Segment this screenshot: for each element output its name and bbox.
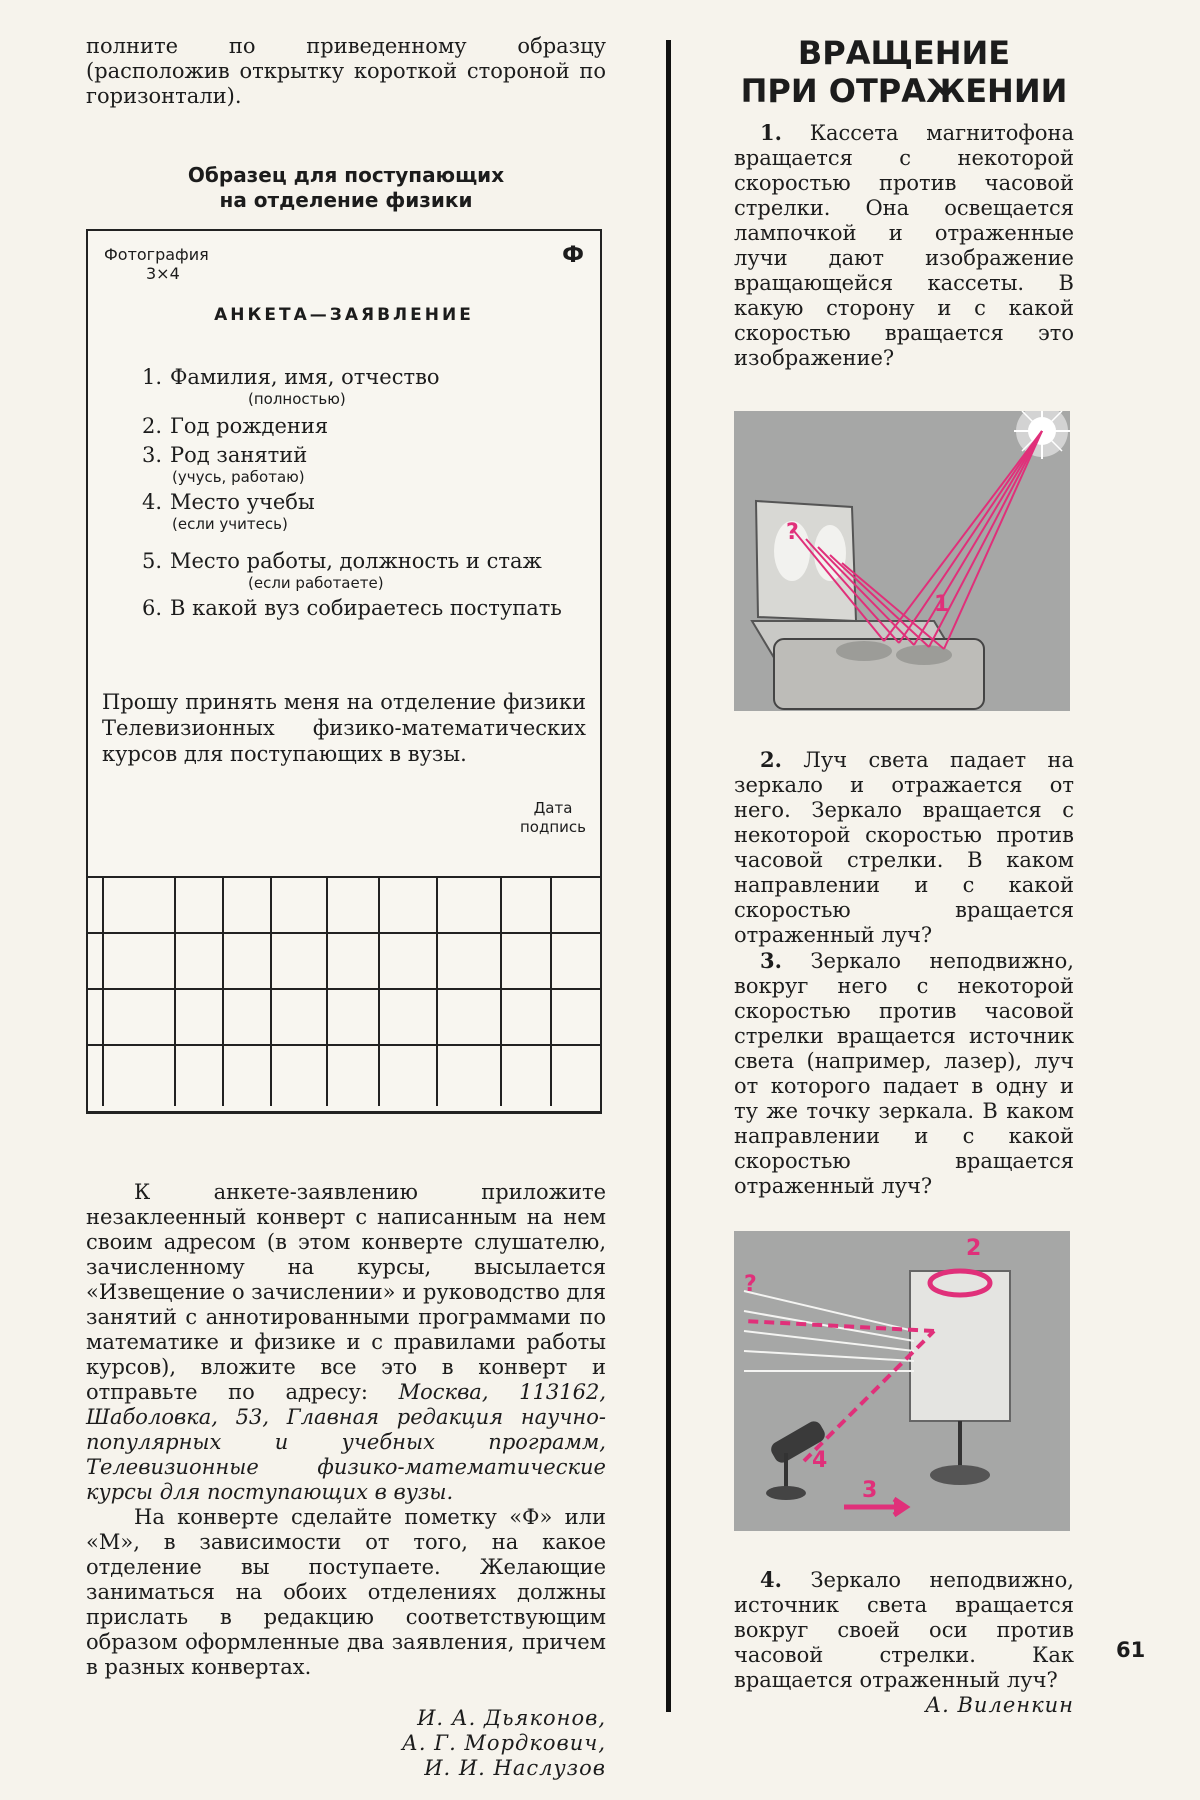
form-item-text: Место учебы [170,490,315,514]
instructions-text: К анкете-заявлению приложите незаклеенный конверт с написанным на нем своим адресом (в этом конверте слушателю, зачисленному на курсы, высылается «Извещение о зачислении» и руководство для занятий с аннотированными программами по математике и физике и с правилами работы курсов), вложите все это в конверт и отправьте по адресу: [86,1180,606,1404]
form-item-note: (полностью) [248,390,346,408]
form-item-num: 5. [142,549,163,573]
form-item [142,490,582,533]
form-item-note: (если работаете) [248,574,384,592]
fig1-label-1: 1 [934,592,950,617]
authors [86,1706,606,1781]
problem-text: Зеркало неподвижно, вокруг него с некоторой скоростью против часовой стрелки вращается источник света (например, лазер), луч от которого падает в одну и ту же точку зеркала. В каком направлении и с какой скоростью вращается отраженный луч? [734,949,1074,1198]
problem-3 [734,948,1074,1199]
page-number: 61 [1116,1638,1146,1662]
submission-instructions [86,1180,606,1680]
grid-line [88,1044,600,1046]
problem-number: 4. [760,1567,782,1592]
problem-text: Кассета магнитофона вращается с некоторой скоростью против часовой стрелки. Она освещается лампочкой и отраженные лучи дают изображение вращающейся кассеты. В какую сторону и с какой скоростью вращается это изображение? [734,121,1074,370]
photo-label-text: Фотография [104,245,209,264]
fig2-label-2: 2 [966,1236,982,1261]
grid-line [88,988,600,990]
grid-line [174,876,176,1106]
form-item [142,414,582,439]
instructions-paragraph-1 [86,1180,606,1505]
grid-line [270,876,272,1106]
fig1-question-mark: ? [786,520,799,545]
author-name: И. И. Наслузов [424,1756,606,1780]
photo-size: 3×4 [146,264,180,283]
grid-line [500,876,502,1106]
form-item-text: Род занятий [170,443,308,467]
form-item-num: 3. [142,443,163,467]
instructions-paragraph-2: На конверте сделайте пометку «Ф» или «М», в зависимости от того, на какое отделение вы поступаете. Желающие заниматься на обоих отделениях должны прислать в редакцию соответствующим образом оформленные два заявления, причем в разных конвертах. [86,1505,606,1679]
form-item [142,365,582,408]
form-item-text: Год рождения [170,414,329,438]
sample-heading-line2: на отделение физики [219,188,473,212]
grid-line [222,876,224,1106]
problem-number: 1. [760,120,782,145]
column-divider [666,40,671,1712]
form-title: АНКЕТА—ЗАЯВЛЕНИЕ [214,305,474,325]
fig2-question-mark: ? [744,1272,757,1297]
mirror-laser-illustration [734,1231,1070,1531]
author-name: И. А. Дьяконов, [417,1706,606,1730]
article-signature: А. Виленкин [925,1693,1074,1717]
author-name: А. Г. Мордкович, [401,1731,606,1755]
form-item-text: В какой вуз собираетесь поступать [170,596,562,620]
sample-heading [86,163,606,213]
grid-line [436,876,438,1106]
form-item-text: Место работы, должность и стаж [170,549,542,573]
fig2-label-4: 4 [812,1448,828,1473]
article-title-line1: ВРАЩЕНИЕ [797,34,1011,72]
photo-label [104,245,209,283]
fig2-label-3: 3 [862,1478,878,1503]
form-item-num: 6. [142,596,163,620]
application-form [86,229,602,1114]
grid-line [102,876,104,1106]
problem-text: Зеркало неподвижно, источник света вращается вокруг своей оси против часовой стрелки. Как вращается отраженный луч? [734,1568,1074,1692]
form-item-num: 4. [142,490,163,514]
grid-line [378,876,380,1106]
article-title-line2: ПРИ ОТРАЖЕНИИ [740,72,1068,110]
intro-text: полните по приведенному образцу (расположив открытку короткой стороной по горизонтали). [86,34,606,108]
date-signature [520,799,586,837]
form-request: Прошу принять меня на отделение физики Телевизионных физико-математических курсов для поступающих в вузы. [102,690,586,766]
right-column [734,34,1074,1718]
mailing-address: Москва, 113162, Шаболовка, 53, Главная редакция научно-популярных и учебных программ, Телевизионные физико-математические курсы для поступающих в вузы. [86,1380,606,1504]
date-label: Дата [533,799,573,817]
problem-1 [734,120,1074,371]
grid-line [88,876,600,878]
cassette-illustration [734,411,1070,711]
form-grid [88,876,600,1106]
problem-2 [734,747,1074,948]
sample-heading-line1: Образец для поступающих [187,163,505,187]
form-items [142,365,582,621]
grid-line [326,876,328,1106]
form-item-text: Фамилия, имя, отчество [170,365,440,389]
grid-line [88,932,600,934]
problem-number: 2. [760,747,782,772]
signature-label: подпись [520,818,586,836]
article-title [734,34,1074,110]
problem-4 [734,1567,1074,1693]
grid-line [550,876,552,1106]
form-item-num: 1. [142,365,163,389]
department-mark: Ф [562,243,584,268]
left-column [86,34,606,1781]
problem-number: 3. [760,948,782,973]
form-item [142,596,582,621]
form-item [142,443,582,486]
form-item [142,549,582,592]
form-item-note: (учусь, работаю) [172,468,305,486]
problem-text: Луч света падает на зеркало и отражается от него. Зеркало вращается с некоторой скоростью против часовой стрелки. В каком направлении и с какой скоростью вращается отраженный луч? [734,748,1074,947]
form-item-num: 2. [142,414,163,438]
form-item-note: (если учитесь) [172,515,288,533]
